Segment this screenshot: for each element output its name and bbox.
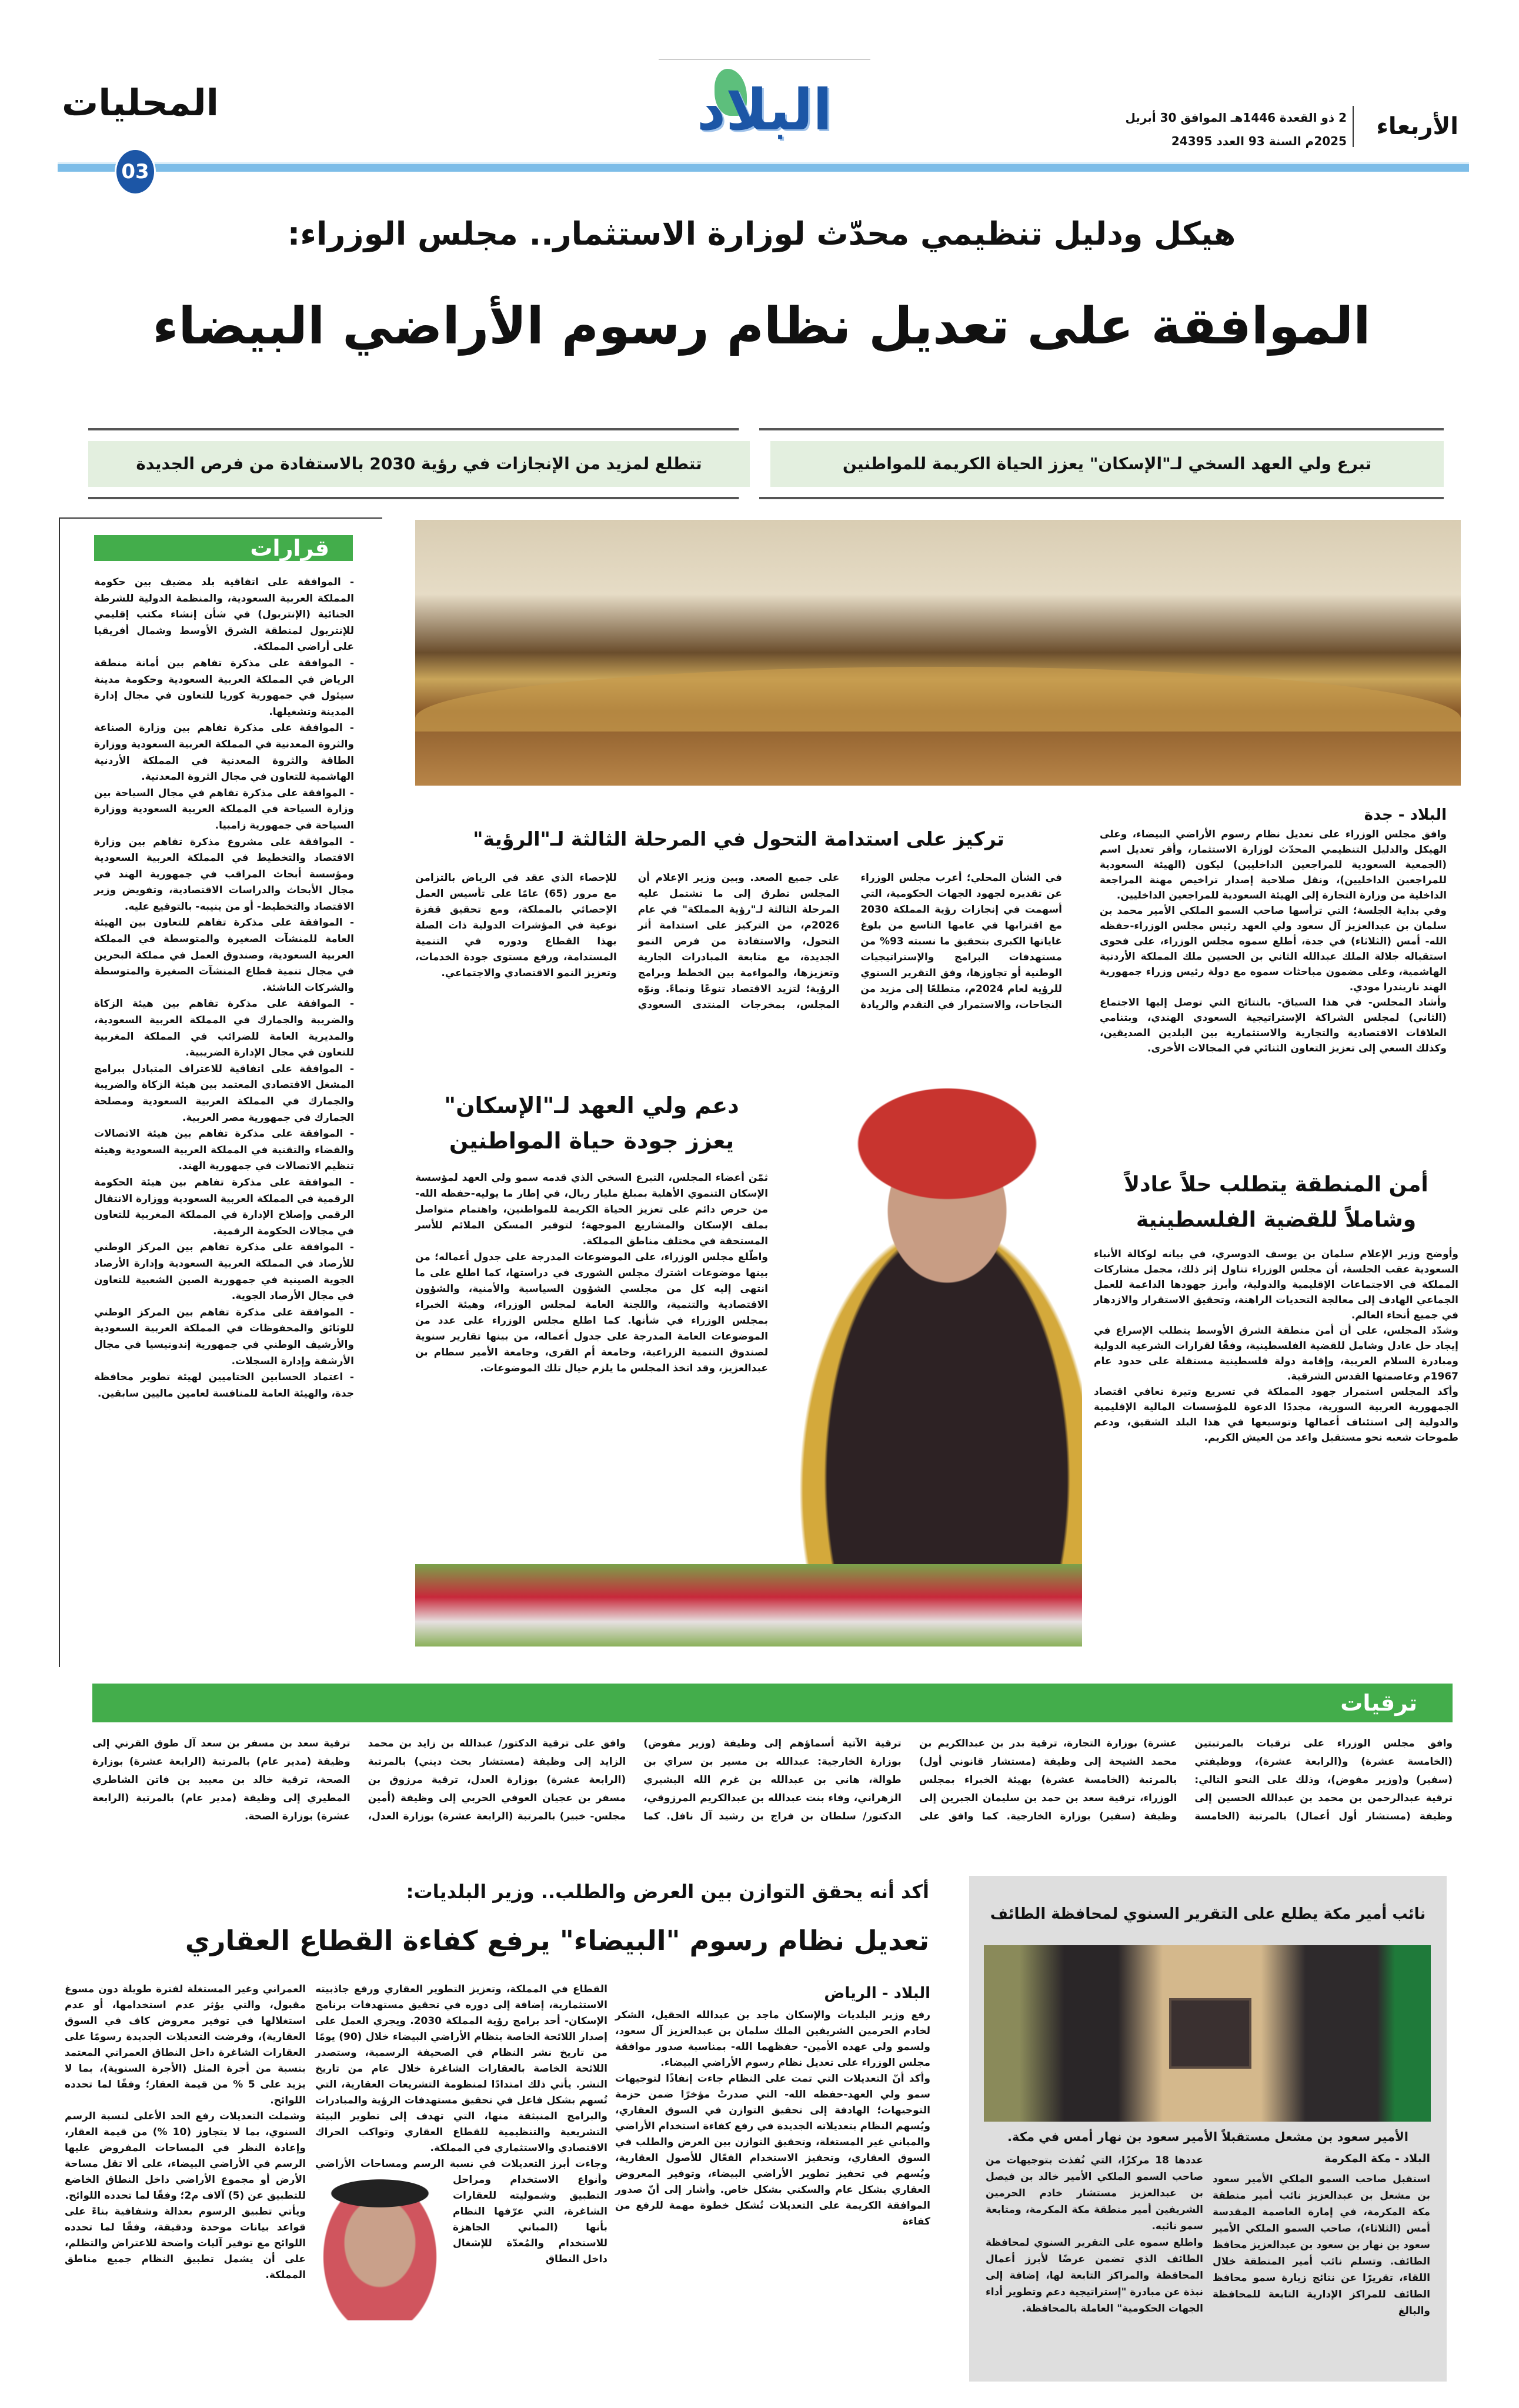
whitelands-col2 [315, 1982, 607, 2320]
housing-paragraph: واطّلع مجلس الوزراء، على الموضوعات المدرجة على جدول أعماله؛ من بينها موضوعات اشترك مجلس الشورى في دراستها، كما اطلع على ما انتهى إليه كل من مجلسي الشؤون السياسية والأمنية، والشؤون الاقتصادية والتنمية، واللجنة العامة لمجلس الوزراء، وهيئة الخبراء بمجلس الوزراء في شأنها. كما اطلع مجلس الوزراء على عدد من الموضوعات العامة المدرجة على جدول أعماله، من بينها تقارير سنوية لصندوق التنمية الزراعية، وجامعة أم القرى، وجامعة الأمير سطام بن عبدالعزيز، وقد اتخذ المجلس ما يلزم حيال تلك الموضوعات. [415, 1251, 768, 1374]
palestine-headline-2: وشاملاً للقضية الفلسطينية [1136, 1208, 1417, 1232]
decision-item: - الموافقة على مذكرة تفاهم للتعاون بين الهيئة العامة للمنشآت الصغيرة والمتوسطة في المملكة العربية السعودية، وصندوق العمل في مملكة البحرين في مجال تنمية قطاع المنشآت الصغيرة والمتوسطة والشركات الناشئة. [94, 917, 354, 994]
section-title: المحليات [62, 81, 219, 124]
whitelands-paragraph: القطاع في المملكة، وتعزيز التطوير العقاري ورفع جاذبيته الاستثمارية، إضافة إلى دوره في تحقيق مستهدفات برنامج الإسكان- أحد برامج رؤية المملكة 2030. ويجري العمل على إصدار اللائحة الخاصة بنظام الأراضي البيضاء خلال (90) يومًا من تاريخ نشر النظام في الصحيفة الرسمية، وستصدر اللائحة الخاصة بالعقارات الشاغرة خلال عام من تاريخ النشر. يأتي ذلك امتدادًا لمنظومة التشريعات العقارية، التي تُسهم بشكل فاعل في تحقيق مستهدفات الرؤية والمبادرات والبرامج المنبثقة منها، التي تهدف إلى تطوير البيئة التشريعية والتنظيمية للقطاع العقاري وتواكب الحراك الاقتصادي والاستثماري في المملكة. [315, 1983, 608, 2154]
whitelands-paragraph: العمراني وغير المستغلة لفترة طويلة دون مسوغ مقبول، والتي يؤثر عدم استخدامها، أو عدم استغلالها في توفير معروض كاف في السوق العقارية)، وفرضت التعديلات الجديدة رسومًا على العقارات الشاغرة داخل النطاق العمراني المعتمد بنسبة من أجرة المثل (الأجرة السنوية)، بما لا يزيد على 5 % من قيمة العقار؛ وفقًا لما تحدده اللوائح. [65, 1983, 306, 2106]
whitelands-headline: تعديل نظام رسوم "البيضاء" يرفع كفاءة القطاع العقاري [185, 1925, 929, 1956]
taif-headline: نائب أمير مكة يطلع على التقرير السنوي لمحافظة الطائف [990, 1905, 1426, 1923]
lead-paragraph: وأشاد المجلس- في هذا السياق- بالنتائج التي توصل إليها الاجتماع (الثاني) لمجلس الشراكة الإستراتيجية السعودي الهندي، وبتنامي العلاقات الاقتصادية والتجارية والاستثمارية بين البلدين الصديقين، وكذلك السعي إلى تعزيز التعاون الثنائي في المجالات الأخرى. [1100, 997, 1447, 1054]
masthead [0, 0, 1519, 194]
taif-paragraph: عددها 18 مركزًا، التي نُفذت بتوجيهات من صاحب السمو الملكي الأمير خالد بن فيصل بن عبدالعزيز مستشار خادم الحرمين الشريفين أمير منطقة مكة المكرمة، ومتابعة سمو نائبه. [986, 2155, 1203, 2232]
taif-meeting-photo [984, 1945, 1431, 2122]
decision-item: - اعتماد الحسابين الختاميين لهيئة تطوير محافظة جدة، والهيئة العامة للمنافسة لعامين ماليين سابقين. [94, 1371, 354, 1400]
lead-byline: البلاد - جدة [1364, 806, 1447, 824]
whitelands-col1 [615, 2008, 930, 2230]
decision-item: - الموافقة على مذكرة تفاهم بين هيئة الحكومة الرقمية في المملكة العربية السعودية ووزارة الانتقال الرقمي وإصلاح الإدارة في المملكة المغربية للتعاون في مجالات الحكومة الرقمية. [94, 1176, 354, 1237]
subhead-rule-top [88, 428, 1444, 430]
decision-item: - الموافقة على مذكرة تفاهم بين وزارة الصناعة والثروة المعدنية في المملكة العربية السعودية ووزارة الطاقة والثروة المعدنية في المملكة الأردنية الهاشمية للتعاون في مجال الثروة المعدنية. [94, 722, 354, 783]
decisions-sidebar [59, 517, 382, 1667]
decision-item: - الموافقة على مذكرة تفاهم بين المركز الوطني للوثائق والمحفوظات في المملكة العربية السعودية والأرشيف الوطني في جمهورية إندونيسيا في مجال الأرشفة وإدارة السجلات. [94, 1306, 354, 1367]
portraits-frame [1169, 1998, 1251, 2069]
decision-item: - الموافقة على اتفاقية بلد مضيف بين حكومة المملكة العربية السعودية، والمنظمة الدولية للشرطة الجنائية (الإنتربول) في شأن إنشاء مكتب إقليمي للإنتربول لمنطقة الشرق الأوسط وشمال أفريقيا على أراضي المملكة. [94, 576, 354, 653]
taif-col2 [986, 2152, 1203, 2317]
palestine-paragraph: وشدّد المجلس، على أن أمن منطقة الشرق الأوسط يتطلب الإسراع في إيجاد حل عادل وشامل للقضية الفلسطينية، وفقًا لقرارات الشرعية الدولية ومبادرة السلام العربية، وإقامة دولة فلسطينية مستقلة على حدود عام 1967م وعاصمتها القدس الشرقية. [1094, 1325, 1458, 1382]
page-number: 03 [121, 160, 149, 183]
cabinet-session-photo [415, 520, 1461, 786]
decision-item: - الموافقة على مذكرة تفاهم بين أمانة منطقة الرياض في المملكة العربية السعودية وحكومة مدينة سيئول في جمهورية كوريا للتعاون في مجال إدارة المدينة وتشغيلها. [94, 657, 354, 718]
subhead-rule-bottom [88, 497, 1444, 499]
minister-photo [315, 2179, 445, 2320]
logo [659, 59, 870, 159]
lead-paragraph: وافق مجلس الوزراء على تعديل نظام رسوم الأراضي البيضاء، وعلى الهيكل والدليل التنظيمي المحدّث لوزارة الاستثمار، وأقر تعديل اسم (الجمعية السعودية للمراجعين الداخليين) ليكون (الهيئة السعودية للمراجعين الداخليين)، ونقل صلاحية إصدار تراخيص مهنة المراجعة الداخلية من وزارة التجارة إلى الهيئة السعودية للمراجعين الداخليين. [1100, 829, 1447, 901]
palestine-paragraph: وأوضح وزير الإعلام سلمان بن يوسف الدوسري، في بيانه لوكالة الأنباء السعودية عقب الجلسة، أن مجلس الوزراء تناول إثر ذلك، مجمل مشاركات المملكة في الاجتماعات الإقليمية والدولية، وأبرز جهودها الداعمة للعمل الجماعي الهادف إلى معالجة التحديات الراهنة، وتحقيق الاستقرار والازدهار في جميع أنحاء العالم. [1094, 1248, 1458, 1321]
housing-paragraph: ثمّن أعضاء المجلس، التبرع السخي الذي قدمه سمو ولي العهد لمؤسسة الإسكان التنموي الأهلية بمبلغ مليار ريال، في إطار ما يوليه-حفظه الله- من حرص دائم على تعزيز الحياة الكريمة للمواطنين، واهتمام متواصل بملف الإسكان والمشاريع الموجهة؛ لتوفير المسكن الملائم للأسر المستحقة في مختلف مناطق المملكة. [415, 1172, 768, 1247]
housing-article [415, 1170, 768, 1377]
lead-paragraph: وفي بداية الجلسة؛ التي ترأسها صاحب السمو الملكي الأمير محمد بن سلمان بن عبدالعزيز آل سعود ولي العهد رئيس مجلس الوزراء-حفظه الله- أمس (الثلاثاء) في جدة، أطلع سموه مجلس الوزراء، على فحوى استقباله جلالة الملك عبدالله الثاني بن الحسين ملك المملكة الأردنية الهاشمية، وعلى مضمون مباحثات سموه مع دولة رئيس وزراء جمهورية الهند ناريندرا مودي. [1100, 905, 1447, 993]
lead-headline: الموافقة على تعديل نظام رسوم الأراضي البيضاء [152, 297, 1371, 356]
vision-headline: تركيز على استدامة التحول في المرحلة الثالثة لـ"الرؤية" [473, 827, 1004, 850]
subhead-vision: تتطلع لمزيد من الإنجازات في رؤية 2030 بالاستفادة من فرص الجديدة [88, 441, 750, 487]
whitelands-paragraph: وشملت التعديلات رفع الحد الأعلى لنسبة الرسم السنوي، بما لا يتجاوز (10 %) من قيمة العقار، وإعادة النظر في المساحات المفروض عليها الرسم في الأراضي البيضاء، على ألا تقل مساحة الأرض أو مجموع الأراضي داخل النطاق الخاضع للتطبيق عن (5) آلاف م2؛ وفقًا لما تحدده اللوائح. [65, 2110, 306, 2202]
palestine-headline-1: أمن المنطقة يتطلب حلاً عادلاً [1124, 1173, 1428, 1197]
palestine-paragraph: وأكد المجلس استمرار جهود المملكة في تسريع وتيرة تعافي اقتصاد الجمهورية العربية السورية، مجددًا الدعوة للمؤسسات المالية الإقليمية والدولية إلى استئناف أعمالها وتوسيعها في هذا البلد الشقيق، ودعم طموحات شعبه نحو مستقبل واعد من العيش الكريم. [1094, 1386, 1458, 1444]
whitelands-col3 [65, 1982, 306, 2283]
decision-item: - الموافقة على مشروع مذكرة تفاهم بين وزارة الاقتصاد والتخطيط في المملكة العربية السعودية ومؤسسة أبحاث المراقب في جمهورية الهند في مجال الأبحاث والدراسات الاقتصادية، وتفويض وزير الاقتصاد والتخطيط- أو من ينيبه- بالتوقيع عليه. [94, 836, 354, 913]
subhead-housing: تبرع ولي العهد السخي لـ"الإسكان" يعزز الحياة الكريمة للمواطنين [770, 441, 1444, 487]
whitelands-byline: البلاد - الرياض [824, 1985, 930, 2002]
header-rule [58, 162, 1469, 172]
palestine-article [1094, 1247, 1458, 1445]
decision-item: - الموافقة على مذكرة تفاهم في مجال السياحة بين وزارة السياحة في المملكة العربية السعودية ووزارة السياحة في جمهورية زامبيا. [94, 787, 354, 831]
housing-headline-2: يعزز جودة حياة المواطنين [449, 1128, 735, 1154]
decision-item: - الموافقة على مذكرة تفاهم بين هيئة الزكاة والضريبة والجمارك في المملكة العربية السعودية، والمديرية العامة للضرائب في المملكة المغربية للتعاون في مجال الإدارة الضريبية. [94, 998, 354, 1059]
whitelands-paragraph: رفع وزير البلديات والإسكان ماجد بن عبدالله الحقيل، الشكر لخادم الحرمين الشريفين الملك سلمان بن عبدالعزيز آل سعود، ولسمو ولي عهده الأمين- حفظهما الله- بمناسبة صدور موافقة مجلس الوزراء على تعديل نظام رسوم الأراضي البيضاء. [615, 2009, 930, 2069]
taif-col1: استقبل صاحب السمو الملكي الأمير سعود بن مشعل بن عبدالعزيز نائب أمير منطقة مكة المكرمة، في إمارة العاصمة المقدسة أمس (الثلاثاء)، صاحب السمو الملكي الأمير سعود بن نهار بن سعود بن عبدالعزيز محافظ الطائف. وتسلم نائب أمير المنطقة خلال اللقاء، تقريرًا عن نتائج زيارة سمو محافظ الطائف للمراكز الإدارية التابعة للمحافظة والبالغ [1213, 2173, 1430, 2317]
decision-item: - الموافقة على اتفاقية للاعتراف المتبادل ببرامج المشغل الاقتصادي المعتمد بين هيئة الزكاة والضريبة والجمارك في المملكة العربية السعودية ومصلحة الجمارك في جمهورية مصر العربية. [94, 1063, 354, 1124]
vision-article: في الشأن المحلي؛ أعرب مجلس الوزراء عن تقديره لجهود الجهات الحكومية، التي أسهمت في إنجازات رؤية المملكة 2030 مع اقترابها في عامها التاسع من بلوغ غاياتها الكبرى بتحقيق ما نسبته 93% من مستهدفات البرامج والإستراتيجيات الوطنية أو تجاوزها، وفق التقرير السنوي للرؤية لعام 2024م، متطلعًا إلى مزيد من النجاحات، والاستمرار في التقدم والريادة على جميع الصعد. وبين وزير الإعلام أن المجلس تطرق إلى ما تشتمل عليه المرحلة الثالثة لـ"رؤية المملكة" في عام 2026م، من التركيز على استدامة أثر التحول، والاستفادة من فرص النمو الجديدة، مع متابعة المبادرات الجارية وتعزيزها، والمواءمة بين الخطط وبرامج الرؤية؛ لتزيد الاقتصاد تنوعًا ونماءً. ونوّه المجلس، بمخرجات المنتدى السعودي للإحصاء الذي عقد في الرياض بالتزامن مع مرور (65) عامًا على تأسيس العمل الإحصائي بالمملكة، ومع تحقيق قفزة نوعية في المؤشرات الدولية ذات الصلة بهذا القطاع ودوره في التنمية المستدامة، ورفع مستوى جودة الخدمات، وتعزيز النمو الاقتصادي والاجتماعي. [415, 872, 1062, 1011]
whitelands-paragraph: وجاءت أبرز التعديلات في نسبة الرسم ومساحات الأراضي وأنواع الاستخدام ومراحل التطبيق وشموليته للعقارات الشاغرة، التي عرّفها النظام بأنها (المباني الجاهزة للاستخدام والمُعدّة للإشغال داخل النطاق [315, 2158, 607, 2265]
decision-item: - الموافقة على مذكرة تفاهم بين هيئة الاتصالات والفضاء والتقنية في المملكة العربية السعودية وهيئة تنظيم الاتصالات في جمهورية الهند. [94, 1128, 354, 1173]
promotions-article: وافق مجلس الوزراء على ترقيات بالمرتبتين (الخامسة عشرة) و(الرابعة عشرة)، ووظيفتي (سفير) و(وزير مفوض)، وذلك على النحو التالي: ترقية عبدالرحمن بن محمد بن عبدالله الحسين إلى وظيفة (مستشار أول أعمال) بالمرتبة (الخامسة عشرة) بوزارة التجارة، ترقية بدر بن عبدالكريم بن محمد الشيحة إلى وظيفة (مستشار قانوني أول) بالمرتبة (الخامسة عشرة) بهيئة الخبراء بمجلس الوزراء، ترقية سعد بن حمد بن سليمان الجبرين إلى وظيفة (سفير) بوزارة الخارجية. كما وافق على ترقية الآتية أسماؤهم إلى وظيفة (وزير مفوض) بوزارة الخارجية: عبدالله بن مسير بن سراي بن طوالة، هاني بن عبدالله بن غرم الله البشيري الزهراني، وفاء بنت عبدالله بن عبدالكريم المرزوقي، الدكتور/ سلطان بن فراج بن رشيد آل نافل. كما وافق على ترقية الدكتور/ عبدالله بن زايد بن محمد الزايد إلى وظيفة (مستشار بحث ديني) بالمرتبة (الرابعة عشرة) بوزارة العدل، ترقية مرزوق بن مسفر بن عجيان العوفي الحربي إلى وظيفة (أمين مجلس- خبير) بالمرتبة (الرابعة عشرة) بوزارة العدل، ترقية سعد بن مسفر بن سعد آل طوق القرني إلى وظيفة (مدير عام) بالمرتبة (الرابعة عشرة) بوزارة الصحة، ترقية خالد بن معيبد بن فاتن الشاطري المطيري إلى وظيفة (مدير عام) بالمرتبة (الرابعة عشرة) بوزارة الصحة. [92, 1738, 1453, 1822]
weekday: الأربعاء [1353, 106, 1458, 147]
taif-paragraph: واطلع سموه على التقرير السنوي لمحافظة الطائف الذي تضمن عرضًا لأبرز أعمال المحافظة والمراكز التابعة لها، إضافة إلى نبذة عن مبادرة "إستراتيجية دعم وتطوير أداء الجهات الحكومية" العاملة بالمحافظة. [986, 2237, 1203, 2315]
whitelands-kicker: أكد أنه يحقق التوازن بين العرض والطلب.. وزير البلديات: [406, 1881, 929, 1903]
taif-caption: الأمير سعود بن مشعل مستقبلاً الأمير سعود بن نهار أمس في مكة. [1007, 2130, 1408, 2144]
crown-prince-photo [782, 1088, 1082, 1646]
decisions-list [94, 575, 354, 1402]
lead-article [1100, 827, 1447, 1056]
promotions-bar [92, 1684, 1453, 1722]
flowers-strip [415, 1564, 1082, 1646]
decision-item: - الموافقة على مذكرة تفاهم بين المركز الوطني للأرصاد في المملكة العربية السعودية وإدارة الأرصاد الجوية الصينية في جمهورية الصين الشعبية للتعاون في مجال الأرصاد الجوية. [94, 1241, 354, 1302]
date-line-2: 2025م السنة 93 العدد 24395 [1171, 134, 1347, 148]
page-number-badge [115, 148, 156, 195]
housing-headline-1: دعم ولي العهد لـ"الإسكان" [444, 1093, 739, 1118]
council-table [415, 667, 1461, 732]
whitelands-paragraph: وأكد أنّ التعديلات التي تمت على النظام جاءت إنفاذًا لتوجيهات سمو ولي العهد-حفظه الله- التي صدرتْ مؤخرًا ضمن حزمة التوجيهات؛ الهادفة إلى تحقيق التوازن في السوق العقاري، ويُسهم النظام بتعديلاته الجديدة في رفع كفاءة استخدام الأراضي والمباني غير المستغلة، وتحقيق التوازن بين العرض والطلب في السوق العقاري، وتحفيز الاستخدام الفعّال للأصول العقارية، ويُسهم في تحفيز تطوير الأراضي البيضاء، وتوفير المعروض العقاري بشكل عام والسكني بشكل خاص. وأشار إلى أنّ صدور الموافقة الكريمة على التعديلات تُشكل خطوة مهمة للرفع من كفاءة [615, 2073, 930, 2227]
lead-kicker: هيكل ودليل تنظيمي محدّث لوزارة الاستثمار.. مجلس الوزراء: [287, 215, 1236, 252]
taif-box [969, 1876, 1447, 2382]
logo-text: البلاد [696, 77, 833, 143]
decisions-title: قرارات [94, 535, 353, 561]
taif-byline: البلاد - مكة المكرمة [1324, 2152, 1430, 2165]
date-line-1: 2 ذو القعدة 1446هـ الموافق 30 أبريل [1125, 111, 1347, 125]
whitelands-paragraph: ويأتي تطبيق الرسوم بعدالة وشفافية بناءً على قواعد بيانات موحدة ودقيقة، وفقًا لما تحدده اللوائح مع توفير آليات واضحة للاعتراض والتظلم، على أن يشمل تطبيق النظام جميع مناطق المملكة. [65, 2206, 306, 2281]
promotions-title: ترقيات [1340, 1690, 1417, 1716]
